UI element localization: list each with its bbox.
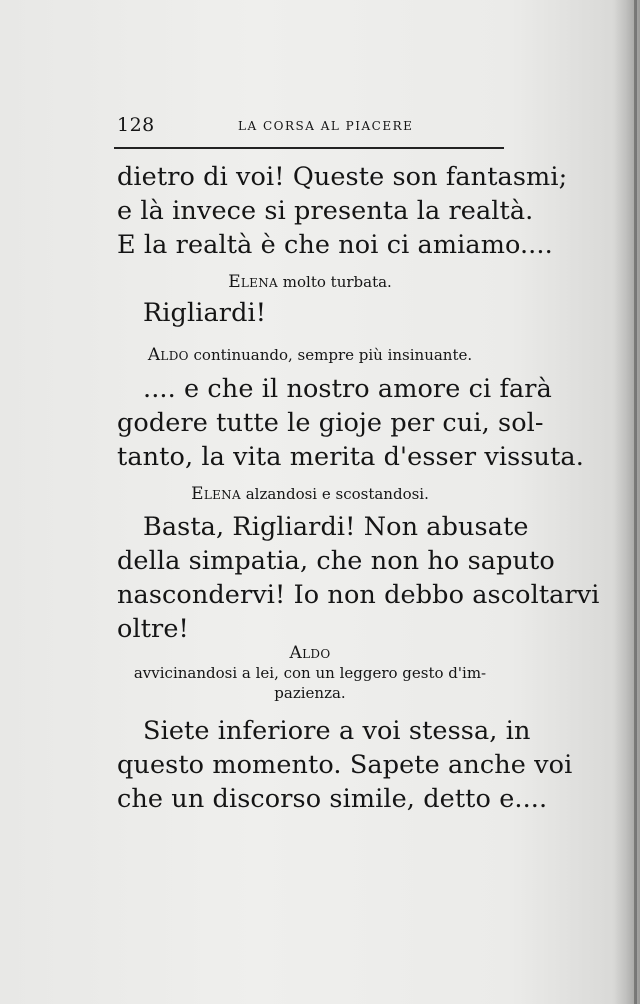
- text-line: che un discorso simile, detto e....: [117, 784, 548, 814]
- text-line: questo momento. Sapete anche voi: [117, 750, 573, 780]
- text-line: .... e che il nostro amore ci farà: [143, 374, 552, 404]
- paragraph-3: [117, 372, 584, 474]
- text-line: nascondervi! Io non debbo ascoltarvi: [117, 580, 600, 610]
- speaker-name: Aldo: [289, 643, 331, 663]
- direction-text: molto turbata.: [282, 273, 392, 291]
- direction-text: alzandosi e scostandosi.: [245, 485, 429, 503]
- text-line: e là invece si presenta la realtà.: [117, 196, 534, 226]
- paragraph-2: [117, 296, 529, 330]
- header-rule: [114, 147, 504, 149]
- text-line: godere tutte le gioje per cui, sol-: [117, 408, 544, 438]
- stage-direction-4: [117, 643, 503, 703]
- text-line: Basta, Rigliardi! Non abusate: [143, 512, 529, 542]
- paragraph-5: [117, 714, 573, 816]
- text-line: Rigliardi!: [143, 298, 267, 328]
- running-header: [117, 114, 501, 138]
- text-line: della simpatia, che non ho saputo: [117, 546, 555, 576]
- text-line: oltre!: [117, 614, 189, 644]
- speaker-name: Aldo: [147, 345, 189, 365]
- page-number: 128: [117, 114, 155, 136]
- direction-text: pazienza.: [274, 684, 346, 702]
- speaker-name: Elena: [228, 272, 278, 292]
- direction-text: avvicinandosi a lei, con un leggero gesto d'im-: [133, 664, 487, 682]
- stage-direction-1: [117, 272, 503, 292]
- text-line: dietro di voi! Queste son fantasmi;: [117, 162, 568, 192]
- paragraph-1: [117, 160, 568, 262]
- speaker-name: Elena: [191, 484, 241, 504]
- text-line: tanto, la vita merita d'esser vissuta.: [117, 442, 584, 472]
- direction-text: continuando, sempre più insinuante.: [193, 346, 473, 364]
- stage-direction-2: [117, 345, 503, 365]
- page-edge: [634, 0, 637, 1004]
- text-line: E la realtà è che noi ci amiamo....: [117, 230, 553, 260]
- stage-direction-3: [117, 484, 503, 504]
- running-title: LA CORSA AL PIACERE: [238, 119, 414, 133]
- paragraph-4: [117, 510, 600, 646]
- text-line: Siete inferiore a voi stessa, in: [143, 716, 531, 746]
